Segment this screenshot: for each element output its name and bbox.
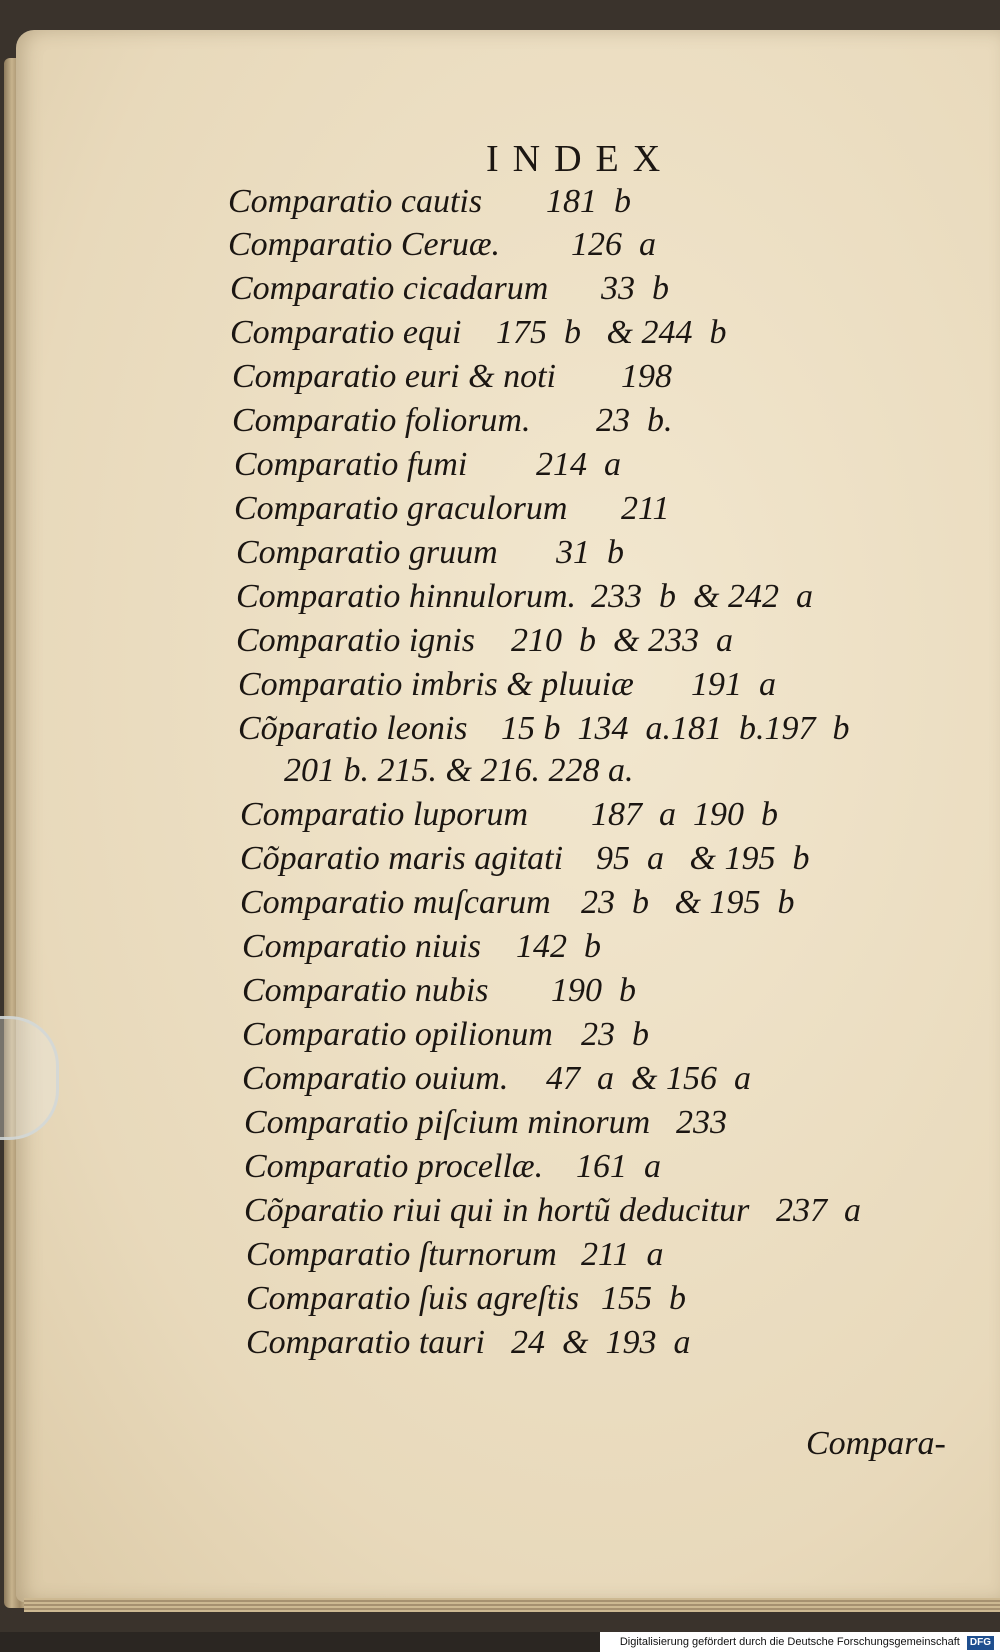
- entry-page-ref: 237 a: [776, 1192, 861, 1229]
- entry-page-ref: 181 b: [546, 183, 631, 220]
- index-entry: [240, 793, 940, 837]
- digitization-credit: [600, 1632, 1000, 1652]
- index-entry: [238, 707, 940, 751]
- index-entry: [236, 531, 940, 575]
- entry-label: Comparatio Ceruæ.: [228, 226, 501, 263]
- entry-label: Comparatio cautis: [228, 183, 483, 220]
- index-entries: [16, 30, 1000, 1602]
- entry-page-ref: 210 b & 233 a: [511, 622, 733, 659]
- entry-page-ref: 155 b: [601, 1280, 686, 1317]
- entry-label: Comparatio muſcarum: [240, 884, 551, 921]
- entry-label: Comparatio tauri: [246, 1324, 485, 1361]
- entry-label: Comparatio ſturnorum: [246, 1236, 557, 1273]
- entry-label: Comparatio ſuis agreſtis: [246, 1280, 580, 1317]
- index-entry: [230, 311, 940, 355]
- entry-label: Comparatio piſcium minorum: [244, 1104, 651, 1141]
- entry-page-ref: 161 a: [576, 1148, 661, 1185]
- index-entry: [230, 267, 940, 311]
- index-entry: [244, 1101, 940, 1145]
- entry-page-ref: 211 a: [581, 1236, 664, 1273]
- entry-label: Comparatio niuis: [242, 928, 481, 965]
- entry-page-ref: 191 a: [691, 666, 776, 703]
- entry-label: Comparatio fumi: [234, 446, 468, 483]
- entry-label: Comparatio ignis: [236, 622, 475, 659]
- index-entry: [244, 1145, 940, 1189]
- entry-label: Comparatio luporum: [240, 796, 529, 833]
- index-entry: [246, 1277, 940, 1321]
- catchword: Compara-: [806, 1425, 946, 1462]
- entry-label: Comparatio gruum: [236, 534, 498, 571]
- index-entry: [232, 399, 940, 443]
- entry-label: Comparatio foliorum.: [232, 402, 531, 439]
- index-entry: [242, 925, 940, 969]
- index-entry: [234, 487, 940, 531]
- entry-label: Comparatio imbris & pluuiæ: [238, 666, 634, 703]
- credit-text: Digitalisierung gefördert durch die Deutsche Forschungsgemeinschaft: [619, 1636, 960, 1648]
- entry-page-ref: 198: [621, 358, 672, 395]
- entry-page-ref: 142 b: [516, 928, 601, 965]
- entry-page-ref: 233 b & 242 a: [591, 578, 813, 615]
- entry-page-ref: 24 & 193 a: [511, 1324, 691, 1361]
- index-entry: [244, 1189, 940, 1233]
- entry-page-ref: 233: [676, 1104, 727, 1141]
- entry-label: Comparatio procellæ.: [244, 1148, 544, 1185]
- entry-label: Cõparatio riui qui in hortũ deducitur: [244, 1192, 750, 1229]
- entry-page-ref: 126 a: [571, 226, 656, 263]
- entry-page-ref: 95 a & 195 b: [596, 840, 810, 877]
- entry-label: Comparatio opilionum: [242, 1016, 553, 1053]
- entry-page-ref: 190 b: [551, 972, 636, 1009]
- page-edge-bottom: [24, 1598, 1000, 1612]
- entry-page-ref: 214 a: [536, 446, 621, 483]
- entry-page-ref: 31 b: [556, 534, 624, 571]
- index-entry: [284, 749, 940, 793]
- entry-label: Cõparatio leonis: [238, 710, 468, 747]
- entry-label: Comparatio euri & noti: [232, 358, 556, 395]
- entry-page-ref: 15 b 134 a.181 b.197 b: [501, 710, 850, 747]
- entry-label: Comparatio cicadarum: [230, 270, 549, 307]
- entry-label: Comparatio graculorum: [234, 490, 568, 527]
- index-entry: [236, 619, 940, 663]
- index-entry: [238, 663, 940, 707]
- entry-page-ref: 23 b & 195 b: [581, 884, 795, 921]
- index-entry: [240, 837, 940, 881]
- index-entry: [246, 1321, 940, 1365]
- entry-label: Comparatio equi: [230, 314, 462, 351]
- dfg-logo: DFG: [967, 1636, 994, 1650]
- index-entry: [246, 1233, 940, 1277]
- entry-label: Comparatio hinnulorum.: [236, 578, 577, 615]
- index-entry: [234, 443, 940, 487]
- index-entry: [228, 223, 940, 267]
- entry-page-ref: 187 a 190 b: [591, 796, 778, 833]
- entry-label: Cõparatio maris agitati: [240, 840, 564, 877]
- entry-page-ref: 175 b & 244 b: [496, 314, 727, 351]
- index-entry: [242, 969, 940, 1013]
- index-entry: [232, 355, 940, 399]
- index-entry: [242, 1057, 940, 1101]
- entry-label: Comparatio nubis: [242, 972, 489, 1009]
- page-header: INDEX: [486, 138, 675, 180]
- index-page: [16, 30, 1000, 1602]
- entry-page-ref: 47 a & 156 a: [546, 1060, 751, 1097]
- entry-page-ref: 211: [621, 490, 670, 527]
- index-entry: [240, 881, 940, 925]
- index-entry: [242, 1013, 940, 1057]
- entry-page-ref: 23 b.: [596, 402, 673, 439]
- entry-page-ref: 33 b: [601, 270, 669, 307]
- entry-page-ref: 23 b: [581, 1016, 649, 1053]
- index-entry: [236, 575, 940, 619]
- entry-label: 201 b. 215. & 216. 228 a.: [284, 752, 634, 789]
- entry-label: Comparatio ouium.: [242, 1060, 509, 1097]
- index-entry: [228, 180, 940, 224]
